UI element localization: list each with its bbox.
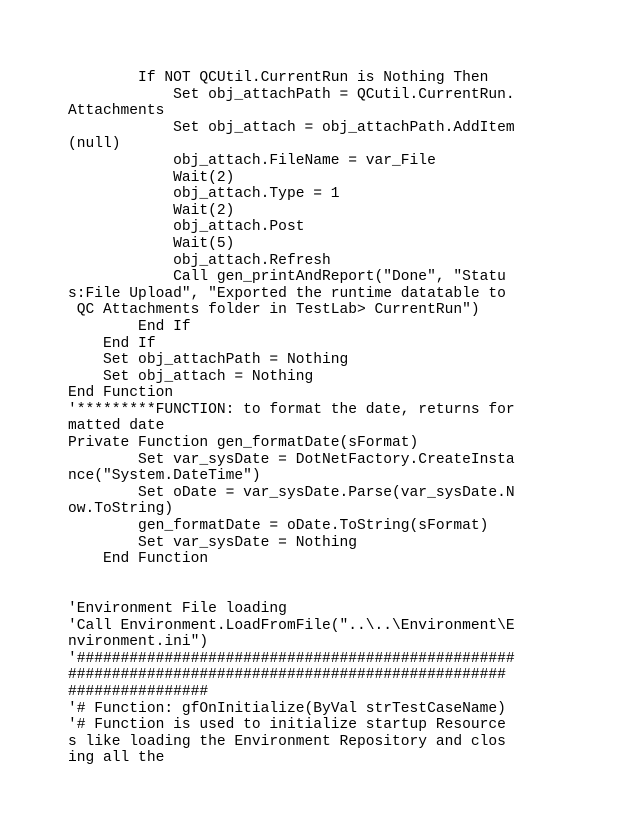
code-line: Wait(2) [68,202,235,219]
code-line: ow.ToString) [68,501,174,518]
code-line: Set oDate = var_sysDate.Parse(var_sysDate.N [68,484,515,501]
code-line: Wait(5) [68,235,235,252]
code-line: obj_attach.Refresh [68,252,331,269]
code-line: gen_formatDate = oDate.ToString(sFormat) [68,518,489,535]
code-line: Attachments [68,103,165,120]
code-line: 'Call Environment.LoadFromFile("..\..\Environment\E [68,617,515,634]
code-line: Set var_sysDate = DotNetFactory.CreateInsta [68,451,515,468]
code-line: ing all the [68,750,165,767]
code-line [68,568,515,585]
code-line: ################################################## [68,667,506,684]
code-line: Set obj_attach = Nothing [68,368,314,385]
code-line: '################################################## [68,650,515,667]
code-line: QC Attachments folder in TestLab> CurrentRun") [68,302,480,319]
code-line: Set obj_attach = obj_attachPath.AddItem [68,119,515,136]
code-line: Set obj_attachPath = QCutil.CurrentRun. [68,86,515,103]
code-line: End If [68,318,191,335]
code-line: If NOT QCUtil.CurrentRun is Nothing Then [68,70,489,86]
code-line: nce("System.DateTime") [68,468,261,485]
code-line: s like loading the Environment Repository and clos [68,733,506,750]
code-line: s:File Upload", "Exported the runtime datatable to [68,285,506,302]
code-line: ################ [68,683,209,700]
code-line: obj_attach.Post [68,219,305,236]
code-line: '# Function is used to initialize startup Resource [68,717,506,734]
code-line: Set obj_attachPath = Nothing [68,352,349,369]
code-line: obj_attach.Type = 1 [68,186,340,203]
code-line: Set var_sysDate = Nothing [68,534,358,551]
code-line: nvironment.ini") [68,634,209,651]
code-line: End Function [68,385,174,402]
code-line: '*********FUNCTION: to format the date, returns for [68,401,515,418]
code-line: Call gen_printAndReport("Done", "Statu [68,269,506,286]
code-line: obj_attach.FileName = var_File [68,152,436,169]
code-line: matted date [68,418,165,435]
code-line: Private Function gen_formatDate(sFormat) [68,435,419,452]
code-line: Wait(2) [68,169,235,186]
code-line: '# Function: gfOnInitialize(ByVal strTestCaseName) [68,700,506,717]
code-line: (null) [68,136,121,153]
code-listing [68,70,515,767]
code-line: End Function [68,551,209,568]
code-line: 'Environment File loading [68,601,287,617]
code-line [68,584,515,601]
code-line: End If [68,335,156,352]
